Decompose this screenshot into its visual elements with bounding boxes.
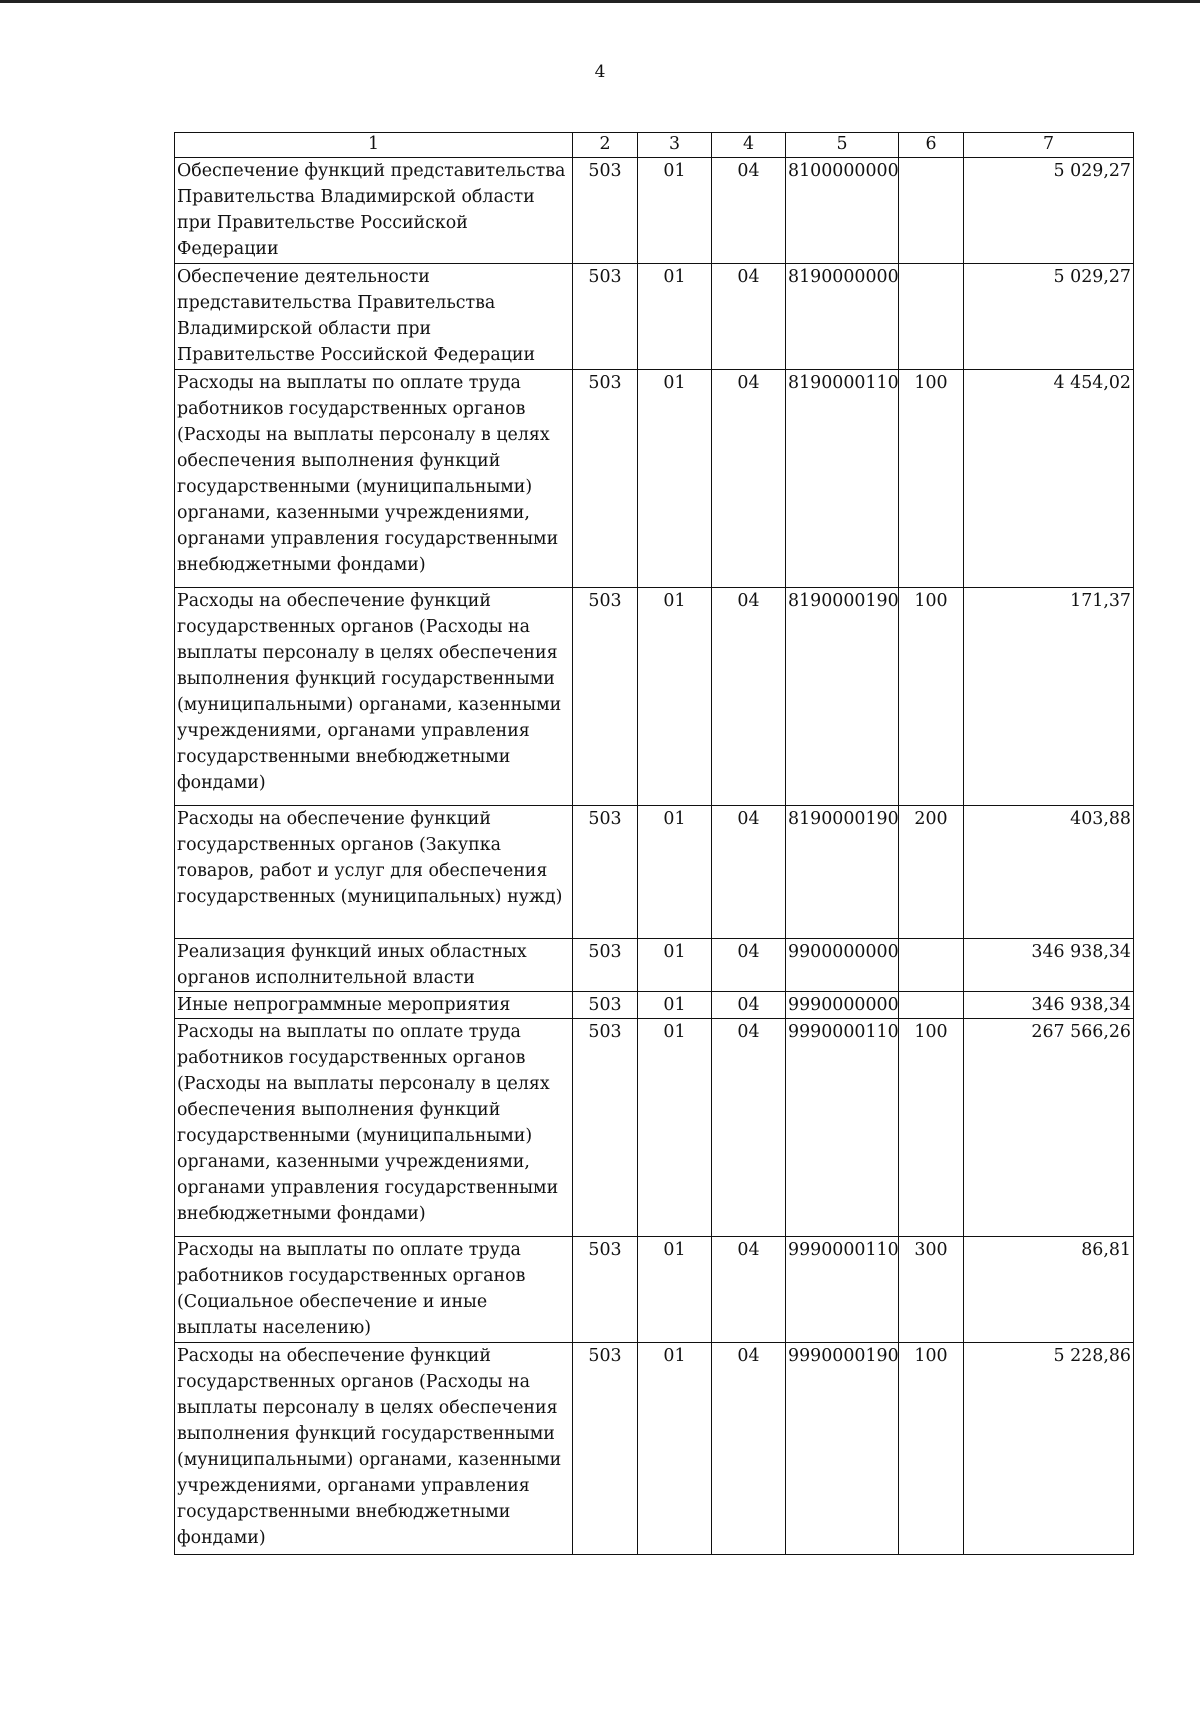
row-subsection: 04 [712,1343,786,1555]
row-expense-type [899,264,964,370]
row-grbs: 503 [573,264,638,370]
row-target-code: 9900000000 [786,939,899,992]
row-expense-type [899,992,964,1019]
row-name: Расходы на обеспечение функций государственных органов (Закупка товаров, работ и услуг для обеспечения государственных (муниципальных) нужд) [175,806,573,939]
row-subsection: 04 [712,158,786,264]
top-border-line [0,0,1200,3]
header-col-3: 3 [638,133,712,158]
table-row [175,992,1134,1019]
row-target-code: 9990000110 [786,1237,899,1343]
table-header-row [175,133,1134,158]
row-target-code: 8190000190 [786,588,899,806]
row-section: 01 [638,1343,712,1555]
row-name: Расходы на обеспечение функций государственных органов (Расходы на выплаты персоналу в целях обеспечения выполнения функций государственными (муниципальными) органами, казенными учреждениями, органами управления государственными внебюджетными фондами) [175,1343,573,1555]
row-section: 01 [638,806,712,939]
row-target-code: 8100000000 [786,158,899,264]
row-subsection: 04 [712,370,786,588]
table-row [175,1237,1134,1343]
header-col-4: 4 [712,133,786,158]
row-amount: 86,81 [964,1237,1134,1343]
row-amount: 5 029,27 [964,264,1134,370]
row-subsection: 04 [712,264,786,370]
row-grbs: 503 [573,1343,638,1555]
header-col-1: 1 [175,133,573,158]
row-expense-type: 100 [899,370,964,588]
row-amount: 171,37 [964,588,1134,806]
row-section: 01 [638,370,712,588]
row-name: Расходы на обеспечение функций государственных органов (Расходы на выплаты персоналу в целях обеспечения выполнения функций государственными (муниципальными) органами, казенными учреждениями, органами управления государственными внебюджетными фондами) [175,588,573,806]
row-amount: 346 938,34 [964,992,1134,1019]
row-amount: 4 454,02 [964,370,1134,588]
row-expense-type: 200 [899,806,964,939]
row-grbs: 503 [573,588,638,806]
row-grbs: 503 [573,939,638,992]
row-subsection: 04 [712,1019,786,1237]
row-expense-type: 300 [899,1237,964,1343]
row-amount: 5 029,27 [964,158,1134,264]
row-expense-type [899,939,964,992]
row-subsection: 04 [712,588,786,806]
row-section: 01 [638,939,712,992]
row-section: 01 [638,1019,712,1237]
row-grbs: 503 [573,1237,638,1343]
row-name: Обеспечение деятельности представительства Правительства Владимирской области при Правительстве Российской Федерации [175,264,573,370]
header-col-2: 2 [573,133,638,158]
row-target-code: 8190000000 [786,264,899,370]
row-subsection: 04 [712,806,786,939]
row-amount: 267 566,26 [964,1019,1134,1237]
table-row [175,264,1134,370]
table-row [175,1019,1134,1237]
budget-table [174,132,1134,1555]
row-name: Реализация функций иных областных органов исполнительной власти [175,939,573,992]
header-col-7: 7 [964,133,1134,158]
row-target-code: 8190000190 [786,806,899,939]
header-col-6: 6 [899,133,964,158]
page-number: 4 [594,62,606,82]
row-amount: 403,88 [964,806,1134,939]
row-grbs: 503 [573,992,638,1019]
table-row [175,806,1134,939]
row-name: Обеспечение функций представительства Правительства Владимирской области при Правительстве Российской Федерации [175,158,573,264]
row-grbs: 503 [573,370,638,588]
row-section: 01 [638,588,712,806]
row-section: 01 [638,158,712,264]
row-target-code: 9990000000 [786,992,899,1019]
row-section: 01 [638,1237,712,1343]
table-row [175,158,1134,264]
row-name: Расходы на выплаты по оплате труда работников государственных органов (Расходы на выплаты персоналу в целях обеспечения выполнения функций государственными (муниципальными) органами, казенными учреждениями, органами управления государственными внебюджетными фондами) [175,1019,573,1237]
table-row [175,588,1134,806]
row-target-code: 9990000190 [786,1343,899,1555]
row-expense-type: 100 [899,1019,964,1237]
row-grbs: 503 [573,806,638,939]
row-subsection: 04 [712,992,786,1019]
row-subsection: 04 [712,1237,786,1343]
row-amount: 346 938,34 [964,939,1134,992]
row-name: Расходы на выплаты по оплате труда работников государственных органов (Социальное обеспечение и иные выплаты населению) [175,1237,573,1343]
row-expense-type: 100 [899,588,964,806]
header-col-5: 5 [786,133,899,158]
row-target-code: 9990000110 [786,1019,899,1237]
row-section: 01 [638,264,712,370]
table-row [175,939,1134,992]
row-name: Расходы на выплаты по оплате труда работников государственных органов (Расходы на выплаты персоналу в целях обеспечения выполнения функций государственными (муниципальными) органами, казенными учреждениями, органами управления государственными внебюджетными фондами) [175,370,573,588]
row-name: Иные непрограммные мероприятия [175,992,573,1019]
row-amount: 5 228,86 [964,1343,1134,1555]
row-expense-type: 100 [899,1343,964,1555]
row-target-code: 8190000110 [786,370,899,588]
table-row [175,1343,1134,1555]
row-grbs: 503 [573,1019,638,1237]
row-section: 01 [638,992,712,1019]
row-subsection: 04 [712,939,786,992]
row-expense-type [899,158,964,264]
row-grbs: 503 [573,158,638,264]
table-row [175,370,1134,588]
